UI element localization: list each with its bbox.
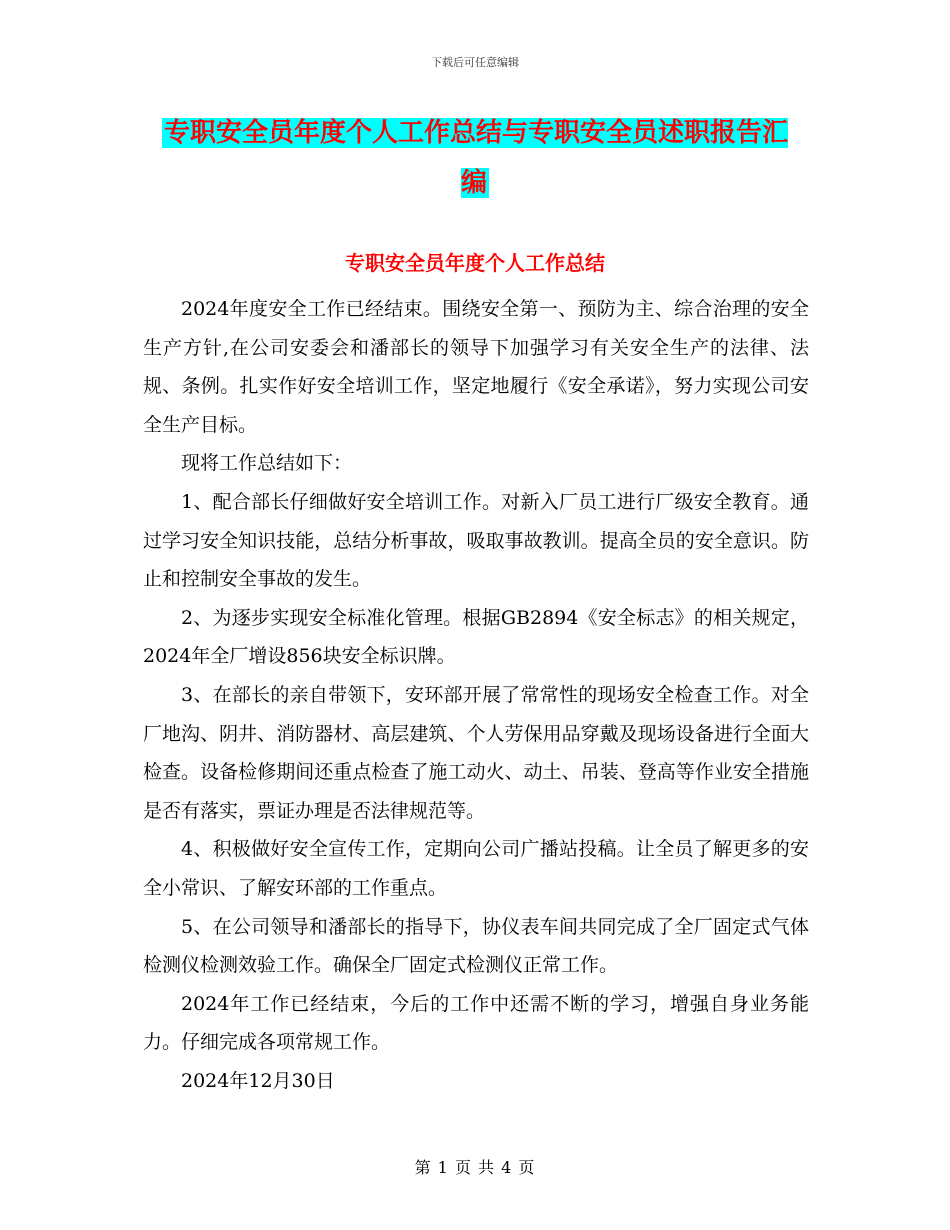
document-body — [143, 290, 809, 1100]
paragraph: 5、在公司领导和潘部长的指导下，协仪表车间共同完成了全厂固定式气体检测仪检测效验工作。确保全厂固定式检测仪正常工作。 — [143, 915, 809, 977]
date-line: 2024年12月30日 — [181, 1069, 335, 1092]
paragraph: 2024年工作已经结束，今后的工作中还需不断的学习，增强自身业务能力。仔细完成各项常规工作。 — [143, 992, 809, 1054]
paragraph: 2024年度安全工作已经结束。围绕安全第一、预防为主、综合治理的安全生产方针,在公司安委会和潘部长的领导下加强学习有关安全生产的法律、法规、条例。扎实作好安全培训工作，坚定地履行《安全承诺》，努力实现公司安全生产目标。 — [143, 298, 809, 436]
paragraph: 2、为逐步实现安全标准化管理。根据GB2894《安全标志》的相关规定，2024年全厂增设856块安全标识牌。 — [143, 606, 809, 668]
paragraph: 现将工作总结如下： — [181, 452, 353, 475]
paragraph: 4、积极做好安全宣传工作，定期向公司广播站投稿。让全员了解更多的安全小常识、了解安环部的工作重点。 — [143, 838, 809, 899]
page-footer: 第 1 页 共 4 页 — [414, 1158, 536, 1177]
document-title — [150, 108, 800, 208]
document-title-text: 专职安全员年度个人工作总结与专职安全员述职报告汇编 — [163, 118, 788, 198]
header-note: 下载后可任意编辑 — [431, 56, 519, 69]
section-title: 专职安全员年度个人工作总结 — [345, 251, 605, 275]
paragraph: 3、在部长的亲自带领下，安环部开展了常常性的现场安全检查工作。对全厂地沟、阴井、消防器材、高层建筑、个人劳保用品穿戴及现场设备进行全面大检查。设备检修期间还重点检查了施工动火、动土、吊装、登高等作业安全措施是否有落实，票证办理是否法律规范等。 — [143, 683, 809, 822]
paragraph: 1、配合部长仔细做好安全培训工作。对新入厂员工进行厂级安全教育。通过学习安全知识技能，总结分析事故，吸取事故教训。提高全员的安全意识。防止和控制安全事故的发生。 — [143, 490, 809, 591]
